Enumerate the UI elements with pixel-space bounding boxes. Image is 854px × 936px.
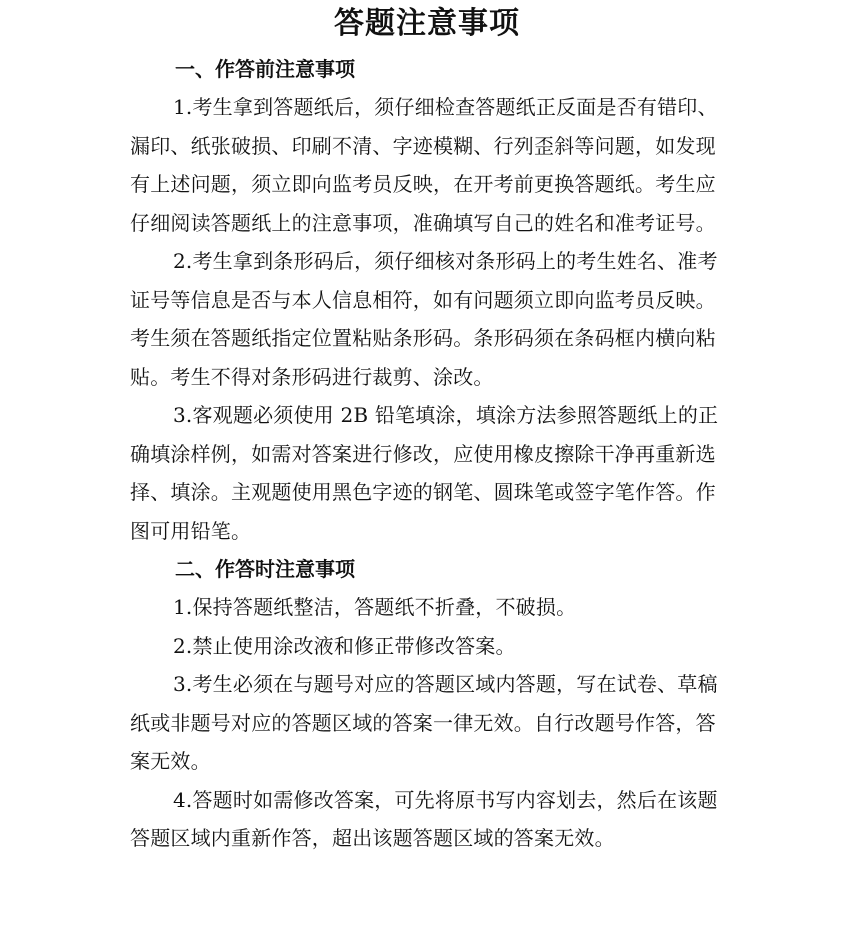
document-body: [130, 50, 730, 858]
section-before-answering: [130, 50, 730, 550]
paragraph: 1.保持答题纸整洁，答题纸不折叠，不破损。: [173, 595, 577, 619]
paragraph: 1.考生拿到答题纸后，须仔细检查答题纸正反面是否有错印、漏印、纸张破损、印刷不清、字迹模糊、行列歪斜等问题，如发现有上述问题，须立即向监考员反映，在开考前更换答题纸。考生应仔细阅读答题纸上的注意事项，准确填写自己的姓名和准考证号。: [130, 95, 718, 235]
section-while-answering: [130, 550, 730, 858]
paragraph: 3.客观题必须使用 2B 铅笔填涂，填涂方法参照答题纸上的正确填涂样例，如需对答案进行修改，应使用橡皮擦除干净再重新选择、填涂。主观题使用黑色字迹的钢笔、圆珠笔或签字笔作答。作图可用铅笔。: [130, 403, 719, 543]
paragraph: 3.考生必须在与题号对应的答题区域内答题，写在试卷、草稿纸或非题号对应的答题区域的答案一律无效。自行改题号作答，答案无效。: [130, 672, 718, 773]
paragraph: 4.答题时如需修改答案，可先将原书写内容划去，然后在该题答题区域内重新作答，超出该题答题区域的答案无效。: [130, 787, 718, 850]
section-heading: 二、作答时注意事项: [175, 557, 355, 581]
paragraph: 2.考生拿到条形码后，须仔细核对条形码上的考生姓名、准考证号等信息是否与本人信息相符，如有问题须立即向监考员反映。考生须在答题纸指定位置粘贴条形码。条形码须在条码框内横向粘贴。考生不得对条形码进行裁剪、涂改。: [130, 249, 718, 389]
paragraph: 2.禁止使用涂改液和修正带修改答案。: [173, 633, 516, 658]
document-title: 答题注意事项: [334, 6, 520, 41]
section-heading: 一、作答前注意事项: [175, 57, 355, 81]
